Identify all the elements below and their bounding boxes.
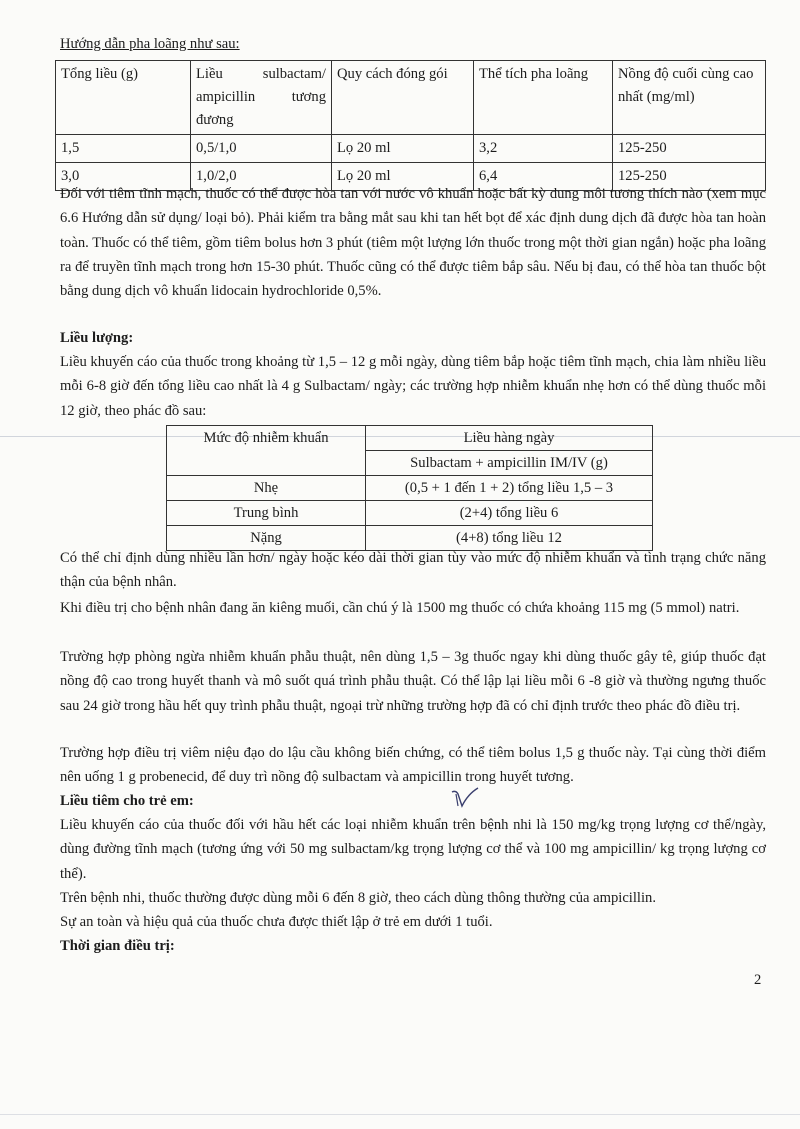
table-row <box>167 501 653 526</box>
table-header-row <box>56 61 766 135</box>
dosage-title: Liều lượng: <box>60 330 134 346</box>
table-cell: 0,5/1,0 <box>191 135 332 163</box>
dilution-table <box>55 60 766 191</box>
table-cell: Lọ 20 ml <box>332 163 474 191</box>
children-paragraph-safety: Sự an toàn và hiệu quả của thuốc chưa được thiết lập ở trẻ em dưới 1 tuổi. <box>60 914 493 930</box>
table-cell: Lọ 20 ml <box>332 135 474 163</box>
dosage-paragraph-frequency: Có thể chỉ định dùng nhiều lần hơn/ ngày hoặc kéo dài thời gian tùy vào mức độ nhiễm khuẩn và tình trạng chức năng thận của bệnh nhân. <box>60 550 766 591</box>
table-cell: 125-250 <box>613 135 766 163</box>
iv-instructions-paragraph: Đối với tiêm tĩnh mạch, thuốc có thể được hòa tan với nước vô khuẩn hoặc bất kỳ dung môi tương thích nào (xem mục 6.6 Hướng dẫn sử dụng/ loại bỏ). Phải kiểm tra bằng mắt sau khi tan hết bọt để xác định dung dịch đã được hòa tan hoàn toàn. Thuốc có thể tiêm, gồm tiêm bolus hơn 3 phút (tiêm một lượng lớn thuốc trong một thời gian ngắn) hoặc pha loãng ra để truyền tĩnh mạch trong hơn 15-30 phút. Thuốc cũng có thể được tiêm bắp sâu. Nếu bị đau, có thể hòa tan thuốc bột bằng dung dịch vô khuẩn lidocain hydrochloride 0,5%. <box>60 186 766 300</box>
table-header-row <box>167 426 653 451</box>
table-cell: (4+8) tổng liều 12 <box>366 526 653 551</box>
header-max-concentration: Nồng độ cuối cùng cao nhất (mg/ml) <box>613 61 766 135</box>
table-cell: 6,4 <box>474 163 613 191</box>
dosage-intro-paragraph: Liều khuyến cáo của thuốc trong khoảng từ 1,5 – 12 g mỗi ngày, dùng tiêm bắp hoặc tiêm tĩnh mạch, chia làm nhiều liều mỗi 6-8 giờ đến tổng liều cao nhất là 4 g Sulbactam/ ngày; các trường hợp nhiễm khuẩn nhẹ hơn có thể dùng thuốc mỗi 12 giờ, theo phác đồ sau: <box>60 354 766 419</box>
table-cell: 3,2 <box>474 135 613 163</box>
table-cell: 3,0 <box>56 163 191 191</box>
header-packaging: Quy cách đóng gói <box>332 61 474 135</box>
dosage-paragraph-surgery: Trường hợp phòng ngừa nhiễm khuẩn phẫu thuật, nên dùng 1,5 – 3g thuốc ngay khi dùng thuốc gây tê, giúp thuốc đạt nồng độ cao trong huyết thanh và mô suốt quá trình phẫu thuật. Có thể lập lại liều mỗi 6 -8 giờ và thường ngưng thuốc sau 24 giờ trong hầu hết quy trình phẫu thuật, ngoại trừ những trường hợp đã có chỉ định trước theo phác đồ điều trị. <box>60 649 766 714</box>
table-cell: (0,5 + 1 đến 1 + 2) tổng liều 1,5 – 3 <box>366 476 653 501</box>
table-cell: Trung bình <box>167 501 366 526</box>
header-severity: Mức độ nhiễm khuẩn <box>167 426 366 476</box>
table-cell: Nhẹ <box>167 476 366 501</box>
page-number: 2 <box>754 972 762 988</box>
dosage-table <box>166 425 653 551</box>
header-daily-dose-sub: Sulbactam + ampicillin IM/IV (g) <box>366 451 653 476</box>
table-cell: Nặng <box>167 526 366 551</box>
table-row <box>56 135 766 163</box>
dosage-paragraph-sodium: Khi điều trị cho bệnh nhân đang ăn kiêng muối, cần chú ý là 1500 mg thuốc có chứa khoảng 115 mg (5 mmol) natri. <box>60 600 740 616</box>
children-paragraph-dose: Liều khuyến cáo của thuốc đối với hầu hết các loại nhiễm khuẩn trên bệnh nhi là 150 mg/kg trọng lượng cơ thể/ngày, dùng đường tĩnh mạch (tương ứng với 50 mg sulbactam/kg trọng lượng cơ thể và 100 mg ampicillin/ kg trọng lượng cơ thể). <box>60 817 766 882</box>
dosage-paragraph-gonorrhea: Trường hợp điều trị viêm niệu đạo do lậu cầu không biến chứng, có thể tiêm bolus 1,5 g thuốc này. Tại cùng thời điểm nên uống 1 g probenecid, để duy trì nồng độ sulbactam và ampicillin trong huyết tương. <box>60 745 766 786</box>
table-row <box>167 476 653 501</box>
dilution-heading: Hướng dẫn pha loãng như sau: <box>60 36 240 52</box>
header-equivalent-dose: Liều sulbactam/ ampicillin tương đương <box>191 61 332 135</box>
header-total-dose: Tổng liều (g) <box>56 61 191 135</box>
table-cell: 125-250 <box>613 163 766 191</box>
table-cell: (2+4) tổng liều 6 <box>366 501 653 526</box>
table-cell: 1,0/2,0 <box>191 163 332 191</box>
treatment-duration-title: Thời gian điều trị: <box>60 938 175 954</box>
children-paragraph-frequency: Trên bệnh nhi, thuốc thường được dùng mỗi 6 đến 8 giờ, theo cách dùng thông thường của ampicillin. <box>60 890 656 906</box>
table-cell: 1,5 <box>56 135 191 163</box>
header-dilution-volume: Thể tích pha loãng <box>474 61 613 135</box>
children-dose-title: Liều tiêm cho trẻ em: <box>60 793 194 809</box>
scan-line <box>0 1114 800 1115</box>
header-daily-dose: Liều hàng ngày <box>366 426 653 451</box>
